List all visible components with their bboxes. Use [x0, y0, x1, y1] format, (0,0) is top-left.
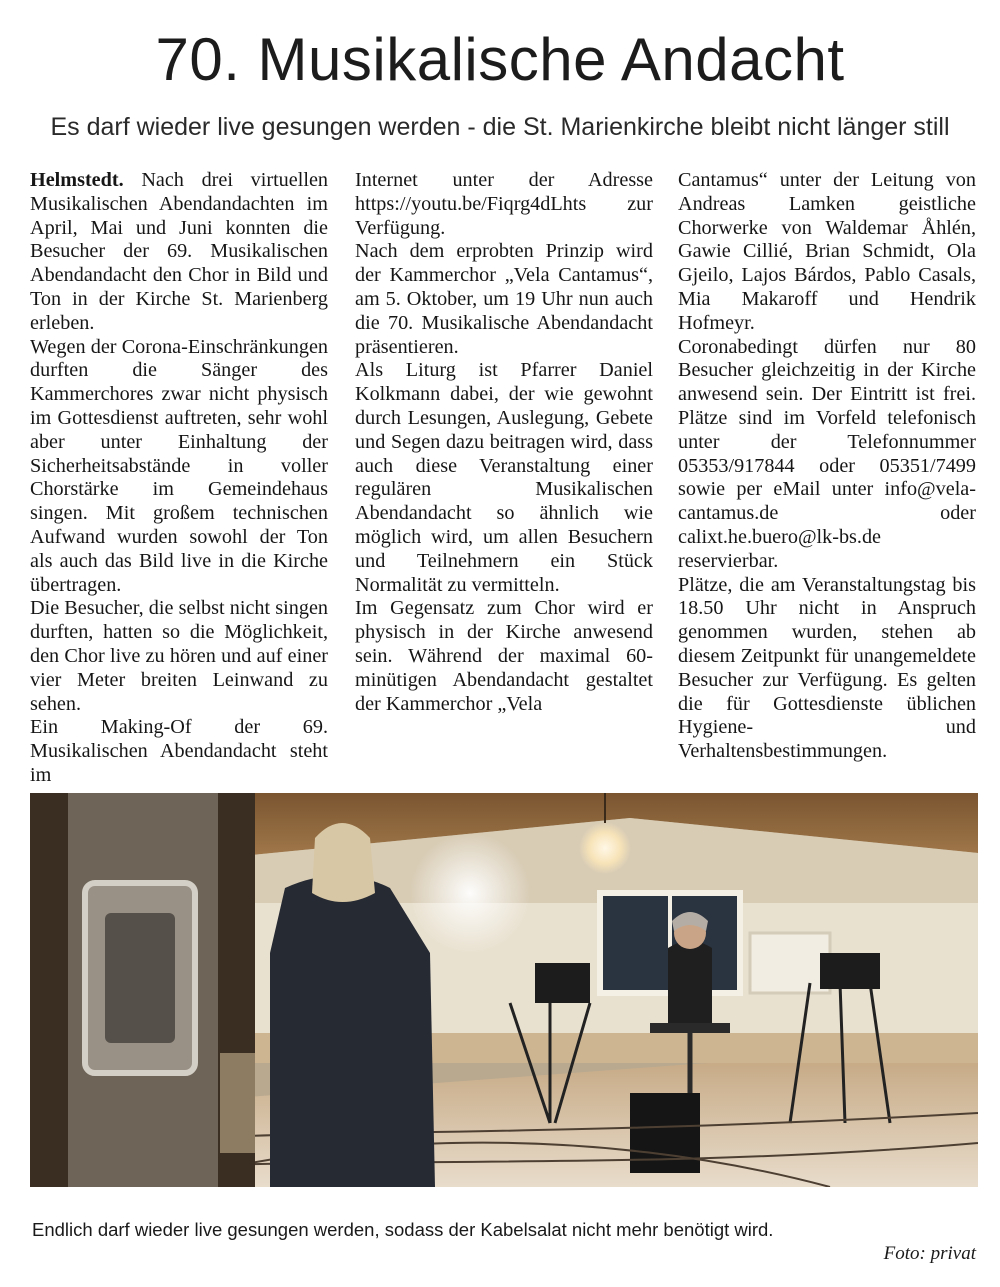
paragraph: Als Liturg ist Pfarrer Daniel Kolkmann dabei, der wie gewohnt durch Lesungen, Auslegung, Gebete und Segen dazu beitragen wird, dass auch diese Veranstaltung einer regulären Musikalischen Abendandacht so ähnlich wie möglich wird, um allen Besuchern und Teilnehmern ein Stück Normalität zu vermitteln.: [355, 359, 653, 596]
photo-caption: Endlich darf wieder live gesungen werden, sodass der Kabelsalat nicht mehr benötigt wird.: [32, 1219, 774, 1240]
article-column-2: [355, 169, 653, 716]
article-column-3: [678, 169, 976, 764]
article-photo: [30, 793, 978, 1187]
subheadline: Es darf wieder live gesungen werden - die St. Marienkirche bleibt nicht länger still: [50, 113, 950, 141]
paragraph: Im Gegensatz zum Chor wird er physisch in der Kirche anwesend sein. Während der maximal 60-minütigen Abendandacht gestaltet der Kammerchor „Vela: [355, 597, 653, 715]
paragraph: Ein Making-Of der 69. Musikalischen Abendandacht steht im: [30, 716, 328, 786]
photo-credit: Foto: privat: [883, 1243, 976, 1264]
dateline: Helmstedt.: [30, 169, 124, 191]
paragraph: [30, 169, 328, 336]
article-column-1: [30, 169, 328, 788]
paragraph: Coronabedingt dürfen nur 80 Besucher gleichzeitig in der Kirche anwesend sein. Der Eintritt ist frei. Plätze sind im Vorfeld telefonisch unter der Telefonnummer 05353/917844 oder 05351/7499 sowie per eMail unter info@vela-cantamus.de oder calixt.he.buero@lk-bs.de reservierbar.: [678, 335, 976, 572]
paragraph: Nach dem erprobten Prinzip wird der Kammerchor „Vela Cantamus“, am 5. Oktober, um 19 Uhr nun auch die 70. Musikalische Abendandacht präsentieren.: [355, 240, 653, 358]
paragraph: Wegen der Corona-Einschränkungen durften die Sänger des Kammerchores zwar nicht physisch im Gottesdienst auftreten, sehr wohl aber unter Einhaltung der Sicherheitsabstände in voller Chorstärke im Gemeindehaus singen. Mit großem technischen Aufwand wurden sowohl der Ton als auch das Bild live in die Kirche übertragen.: [30, 335, 328, 596]
paragraph: Die Besucher, die selbst nicht singen durften, hatten so die Möglichkeit, den Chor live zu hören und auf einer vier Meter breiten Leinwand zu sehen.: [30, 597, 328, 715]
paragraph: Cantamus“ unter der Leitung von Andreas Lamken geistliche Chorwerke von Waldemar Åhlén, Gawie Cillié, Brian Schmidt, Ola Gjeilo, Lajos Bárdos, Pablo Casals, Mia Makaroff und Hendrik Hofmeyr.: [678, 169, 976, 334]
paragraph: Plätze, die am Veranstaltungstag bis 18.50 Uhr nicht in Anspruch genommen wurden, stehen ab diesem Zeitpunkt für unangemeldete Besucher zur Verfügung. Es gelten die für Gottesdienste üblichen Hygiene- und Verhaltensbestimmungen.: [678, 573, 976, 763]
paragraph-text: Nach drei virtuellen Musikalischen Abendandachten im April, Mai und Juni konnten die Besucher der 69. Musikalischen Abendandacht den Chor in Bild und Ton in der Kirche St. Marienberg erleben.: [30, 169, 329, 334]
paragraph: Internet unter der Adresse https://youtu.be/Fiqrg4dLhts zur Verfügung.: [355, 169, 653, 239]
headline: 70. Musikalische Andacht: [155, 26, 845, 93]
